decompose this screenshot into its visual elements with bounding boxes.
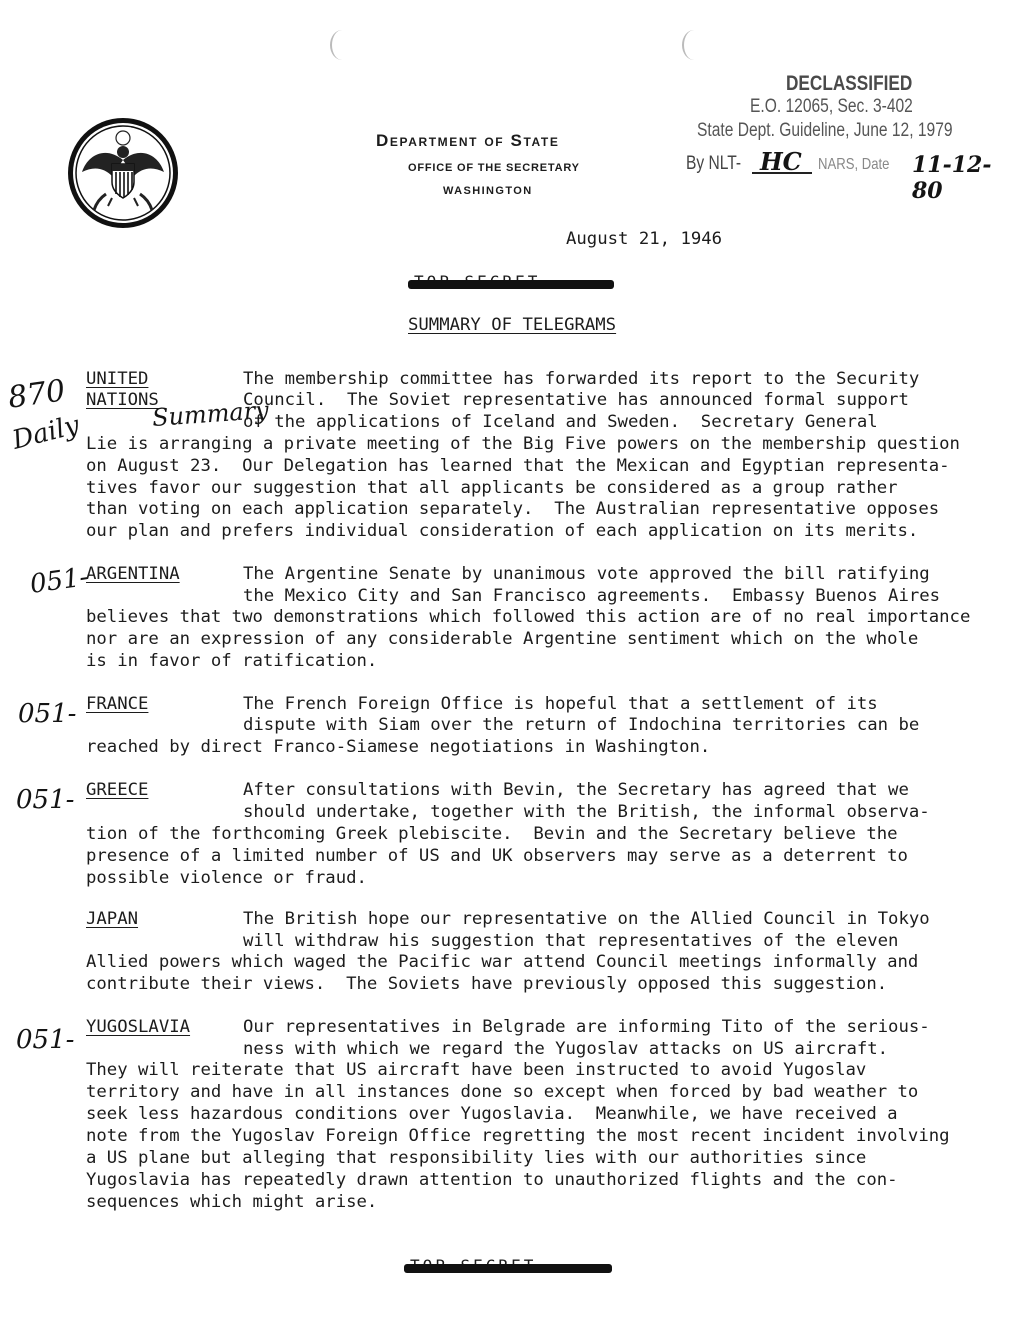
stamp-authorization bbox=[686, 153, 753, 175]
text-line: territory and have in all instances done so except when forced by bad weather to bbox=[86, 1082, 919, 1102]
document-title: SUMMARY OF TELEGRAMS bbox=[408, 315, 617, 335]
letterhead-office: OFFICE OF THE SECRETARY bbox=[408, 162, 580, 174]
text-line: a US plane but alleging that responsibility lies with our authorities since bbox=[86, 1148, 867, 1168]
annotation-argentina-code: 051- bbox=[28, 562, 91, 600]
text-line: than voting on each application separately. The Australian representative opposes bbox=[86, 499, 940, 519]
section-heading-greece: GREECE bbox=[86, 780, 149, 800]
annotation-france-code: 051- bbox=[18, 699, 77, 729]
stamp-executive-order: E.O. 12065, Sec. 3-402 bbox=[750, 96, 913, 117]
section-heading-france: FRANCE bbox=[86, 694, 149, 714]
text-line: reached by direct Franco-Siamese negotiations in Washington. bbox=[86, 737, 711, 757]
document-date: August 21, 1946 bbox=[566, 229, 723, 249]
punch-hole-mark-left bbox=[330, 30, 354, 60]
text-line: should undertake, together with the British, the informal observa- bbox=[243, 802, 930, 822]
text-line: contribute their views. The Soviets have previously opposed this suggestion. bbox=[86, 974, 888, 994]
text-line: tion of the forthcoming Greek plebiscite. Bevin and the Secretary believe the bbox=[86, 824, 898, 844]
stamp-guideline: State Dept. Guideline, June 12, 1979 bbox=[697, 120, 953, 141]
annotation-un-note-summary: Summary bbox=[151, 395, 270, 433]
stamp-nars: NARS, Date bbox=[818, 156, 890, 173]
section-heading-nations: NATIONS bbox=[86, 390, 159, 410]
eagle-seal-icon bbox=[66, 116, 180, 230]
text-line: The Argentine Senate by unanimous vote approved the bill ratifying bbox=[243, 564, 930, 584]
text-line: nor are an expression of any considerable Argentine sentiment which on the whole bbox=[86, 629, 919, 649]
annotation-un-code: 870 bbox=[5, 373, 68, 416]
section-heading-japan: JAPAN bbox=[86, 909, 139, 929]
text-line: The British hope our representative on the Allied Council in Tokyo bbox=[243, 909, 930, 929]
text-line: presence of a limited number of US and UK observers may serve as a deterrent to bbox=[86, 846, 908, 866]
text-line: our plan and prefers individual consideration of each application on its merits. bbox=[86, 521, 919, 541]
text-line: believes that two demonstrations which followed this action are of no real importance bbox=[86, 607, 971, 627]
text-line: on August 23. Our Delegation has learned that the Mexican and Egyptian representa- bbox=[86, 456, 950, 476]
text-line: tives favor our suggestion that all applicants be considered as a group rather bbox=[86, 478, 898, 498]
stamp-by-underline bbox=[752, 172, 812, 174]
text-line: is in favor of ratification. bbox=[86, 651, 378, 671]
text-line: possible violence or fraud. bbox=[86, 868, 367, 888]
classification-strikethrough bbox=[408, 280, 614, 289]
stamp-by-prefix: By NLT- bbox=[686, 153, 742, 174]
annotation-greece-code: 051- bbox=[16, 785, 75, 815]
text-line: Lie is arranging a private meeting of the Big Five powers on the membership question bbox=[86, 434, 960, 454]
text-line: sequences which might arise. bbox=[86, 1192, 378, 1212]
annotation-un-note-daily: Daily bbox=[9, 410, 83, 456]
text-line: note from the Yugoslav Foreign Office regretting the most recent incident involving bbox=[86, 1126, 950, 1146]
text-line: the Mexico City and San Francisco agreements. Embassy Buenos Aires bbox=[243, 586, 941, 606]
text-line: Yugoslavia has repeatedly drawn attention to unauthorized flights and the con- bbox=[86, 1170, 898, 1190]
text-line: Council. The Soviet representative has announced formal support bbox=[243, 390, 909, 410]
text-line: The French Foreign Office is hopeful that a settlement of its bbox=[243, 694, 878, 714]
text-line: The membership committee has forwarded its report to the Security bbox=[243, 369, 920, 389]
text-line: They will reiterate that US aircraft have been instructed to avoid Yugoslav bbox=[86, 1060, 867, 1080]
text-line: Allied powers which waged the Pacific war attend Council meetings informally and bbox=[86, 952, 919, 972]
stamp-date-handwritten: 11-12-80 bbox=[912, 152, 992, 204]
text-line: of the applications of Iceland and Sweden. Secretary General bbox=[243, 412, 878, 432]
letterhead-city: WASHINGTON bbox=[443, 185, 533, 197]
section-heading-yugoslavia: YUGOSLAVIA bbox=[86, 1017, 191, 1037]
department-seal bbox=[66, 116, 180, 230]
text-line: dispute with Siam over the return of Indochina territories can be bbox=[243, 715, 920, 735]
classification-strikethrough-footer bbox=[404, 1264, 612, 1273]
letterhead-department: Department of State bbox=[376, 131, 560, 150]
stamp-by-initials: HC bbox=[760, 147, 802, 176]
stamp-declassified: DECLASSIFIED bbox=[786, 72, 913, 95]
section-heading-united: UNITED bbox=[86, 369, 149, 389]
text-line: After consultations with Bevin, the Secretary has agreed that we bbox=[243, 780, 909, 800]
annotation-yugoslavia-code: 051- bbox=[16, 1025, 75, 1055]
text-line: seek less hazardous conditions over Yugoslavia. Meanwhile, we have received a bbox=[86, 1104, 898, 1124]
section-heading-argentina: ARGENTINA bbox=[86, 564, 180, 584]
text-line: ness with which we regard the Yugoslav attacks on US aircraft. bbox=[243, 1039, 889, 1059]
text-line: will withdraw his suggestion that representatives of the eleven bbox=[243, 931, 899, 951]
punch-hole-mark-right bbox=[682, 30, 706, 60]
text-line: Our representatives in Belgrade are informing Tito of the serious- bbox=[243, 1017, 930, 1037]
